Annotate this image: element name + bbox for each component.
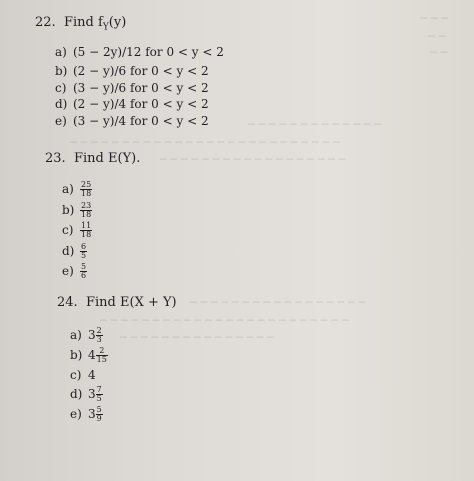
question-22-option-d	[55, 97, 209, 112]
question-23-option-c	[62, 222, 92, 239]
question-prompt-subscript: Y	[102, 22, 109, 33]
question-22-heading	[35, 15, 126, 36]
fraction-denominator: 5	[96, 394, 102, 403]
fraction-denominator: 18	[81, 189, 92, 198]
question-22-option-e	[55, 114, 209, 129]
mixed-number-whole: 3	[88, 387, 96, 401]
show-through-text: ─ ─ ─ ─ ─ ─ ─ ─ ─ ─ ─ ─ ─ ─ ─ ─ ─ ─ ─ ─ ─ ─ ─ ─ ─ ─	[70, 136, 340, 149]
question-prompt: Find E(X + Y)	[86, 295, 177, 310]
question-24-option-c	[70, 368, 96, 383]
question-24-option-e	[70, 406, 103, 423]
option-letter: a)	[62, 182, 74, 196]
question-prompt: Find E(Y).	[74, 151, 141, 166]
option-letter: d)	[55, 97, 68, 111]
fraction-numerator: 25	[81, 180, 92, 189]
option-fraction	[80, 243, 87, 260]
fraction-numerator: 5	[81, 262, 87, 271]
option-letter: c)	[62, 223, 74, 237]
mixed-number-whole: 3	[88, 407, 96, 421]
question-22-option-c	[55, 81, 209, 96]
question-number: 23.	[45, 151, 66, 166]
option-letter: e)	[55, 114, 67, 128]
fraction-numerator: 5	[96, 405, 102, 414]
fraction-numerator: 11	[81, 221, 92, 230]
question-prompt-end: (y)	[108, 15, 127, 30]
option-fraction	[96, 406, 103, 423]
option-text: (3 − y)/6 for 0 < y < 2	[73, 81, 209, 95]
option-fraction	[96, 327, 103, 344]
option-letter: b)	[55, 64, 68, 78]
question-24-heading	[57, 295, 177, 311]
option-text: (2 − y)/4 for 0 < y < 2	[73, 97, 209, 111]
fraction-denominator: 9	[96, 414, 102, 423]
fraction-numerator: 2	[96, 347, 108, 356]
mixed-number-whole: 4	[88, 368, 96, 382]
question-23-heading	[45, 151, 140, 167]
option-fraction	[80, 222, 92, 239]
option-text: (5 − 2y)/12 for 0 < y < 2	[73, 45, 224, 59]
option-fraction	[96, 386, 103, 403]
option-letter: c)	[55, 81, 67, 95]
option-letter: d)	[70, 387, 83, 401]
show-through-text: ─ ─ ─ ─ ─ ─ ─ ─ ─ ─ ─ ─ ─	[248, 118, 382, 131]
option-letter: e)	[70, 407, 82, 421]
fraction-denominator: 18	[81, 230, 92, 239]
show-through-text: ─ ─	[428, 30, 446, 43]
fraction-numerator: 6	[81, 242, 87, 251]
question-number: 22.	[35, 15, 56, 30]
option-fraction	[80, 263, 87, 280]
question-prompt: Find f	[64, 15, 103, 30]
fraction-numerator: 2	[96, 326, 102, 335]
question-24-option-d	[70, 386, 103, 403]
question-23-option-e	[62, 263, 87, 280]
option-letter: e)	[62, 264, 74, 278]
show-through-text: ─ ─	[430, 46, 448, 59]
option-letter: c)	[70, 368, 82, 382]
mixed-number-whole: 4	[88, 348, 96, 362]
show-through-text: ─ ─ ─ ─ ─ ─ ─ ─ ─ ─ ─ ─ ─ ─ ─	[120, 331, 275, 344]
mixed-number-whole: 3	[88, 328, 96, 342]
fraction-denominator: 6	[81, 271, 87, 280]
question-24-option-b	[70, 347, 108, 364]
question-23-option-d	[62, 243, 87, 260]
option-letter: b)	[70, 348, 83, 362]
fraction-denominator: 15	[96, 355, 107, 364]
show-through-text: ─ ─ ─ ─ ─ ─ ─ ─ ─ ─ ─ ─ ─ ─ ─ ─ ─	[190, 296, 366, 309]
fraction-denominator: 18	[81, 210, 92, 219]
question-23-option-a	[62, 181, 92, 198]
question-23-option-b	[62, 202, 92, 219]
show-through-text: ─ ─ ─	[420, 12, 448, 25]
question-24-option-a	[70, 327, 103, 344]
option-text: (3 − y)/4 for 0 < y < 2	[73, 114, 209, 128]
option-letter: a)	[55, 45, 67, 59]
option-fraction	[80, 202, 92, 219]
option-fraction	[96, 347, 108, 364]
option-letter: b)	[62, 203, 75, 217]
show-through-text: ─ ─ ─ ─ ─ ─ ─ ─ ─ ─ ─ ─ ─ ─ ─ ─ ─ ─ ─ ─ ─ ─ ─ ─	[100, 314, 349, 327]
question-number: 24.	[57, 295, 78, 310]
fraction-numerator: 23	[81, 201, 92, 210]
fraction-numerator: 7	[96, 385, 102, 394]
show-through-text: ─ ─ ─ ─ ─ ─ ─ ─ ─ ─ ─ ─ ─ ─ ─ ─ ─ ─	[160, 153, 346, 166]
question-22-option-a	[55, 45, 224, 60]
option-fraction	[80, 181, 92, 198]
option-text: (2 − y)/6 for 0 < y < 2	[73, 64, 209, 78]
fraction-denominator: 3	[96, 335, 102, 344]
question-22-option-b	[55, 64, 209, 79]
option-letter: d)	[62, 244, 75, 258]
option-letter: a)	[70, 328, 82, 342]
fraction-denominator: 5	[81, 251, 87, 260]
